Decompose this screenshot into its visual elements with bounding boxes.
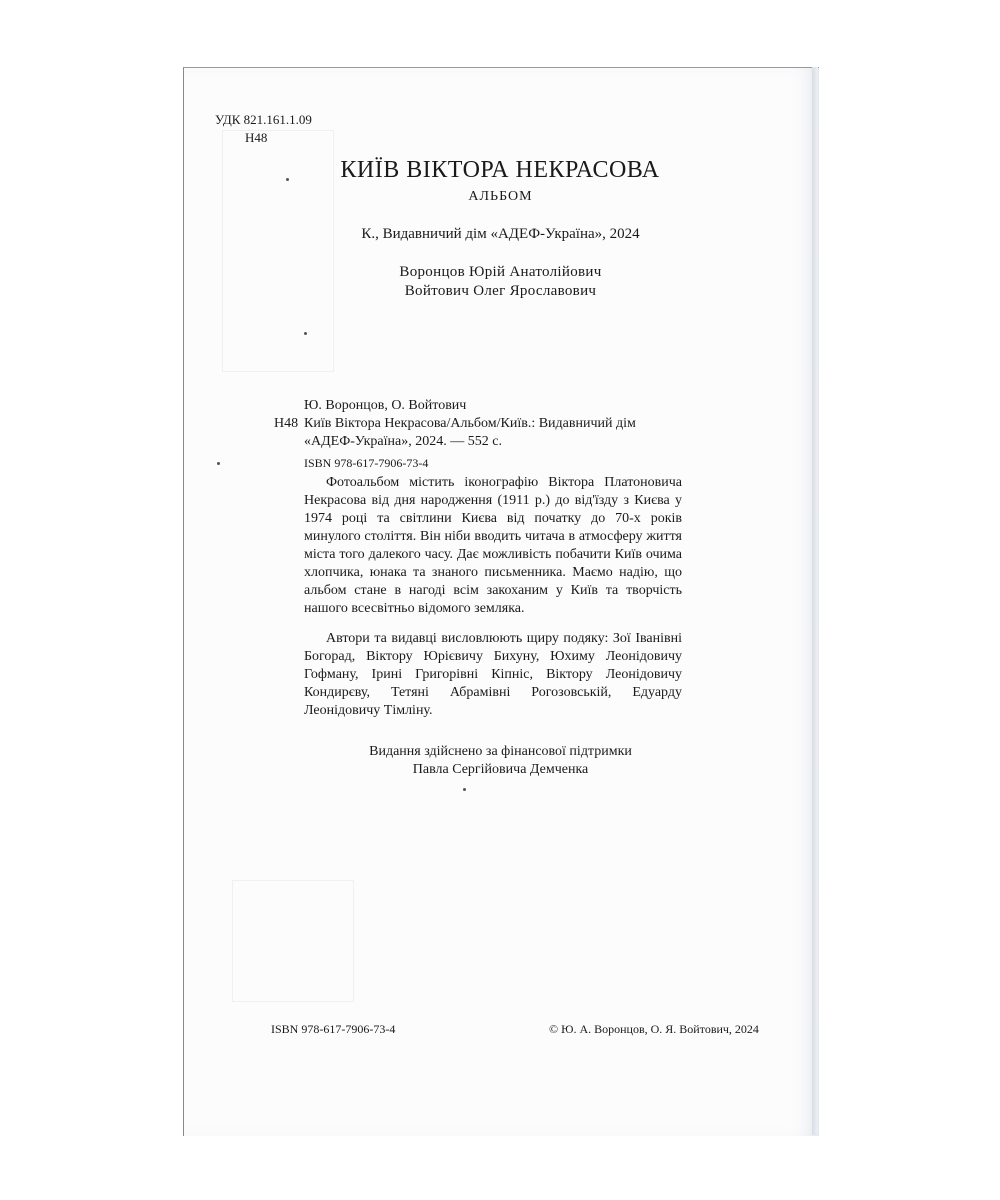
support-line-2: Павла Сергійовича Демченка: [412, 762, 589, 777]
author-1: Воронцов Юрій Анатолійович: [399, 264, 602, 280]
catalog-publisher-line: «АДЕФ-Україна», 2024. — 552 с.: [304, 434, 502, 449]
speck: [463, 788, 466, 791]
acknowledgements-paragraph: Автори та видавці висловлюють щиру подяку: Зої Іванівні Богорад, Віктору Юрієвичу Бихуну, Юхиму Леонідовичу Гофману, Ірині Григорівні Кіпніс, Віктору Леонідовичу Кондирєву, Тетяні Абрамівні Рогозовській, Едуарду Леонідовичу Тімліну.: [304, 631, 682, 718]
support-line-1: Видання здійснено за фінансової підтримки: [369, 744, 632, 759]
footer-isbn: ISBN 978-617-7906-73-4: [271, 1022, 396, 1036]
book-subtitle: АЛЬБОМ: [468, 189, 533, 204]
catalog-code: Н48: [274, 416, 299, 431]
speck: [217, 462, 220, 465]
speck: [304, 332, 307, 335]
footer-copyright: © Ю. А. Воронцов, О. Я. Войтович, 2024: [549, 1022, 759, 1036]
catalog-title-line: Київ Віктора Некрасова/Альбом/Київ.: Видавничий дім: [304, 416, 636, 431]
show-through-logo: [232, 880, 354, 1002]
book-title: КИЇВ ВІКТОРА НЕКРАСОВА: [340, 157, 660, 183]
catalog-authors: Ю. Воронцов, О. Войтович: [304, 398, 467, 413]
udk-code: УДК 821.161.1.09: [215, 112, 312, 127]
author-2: Войтович Олег Ярославович: [404, 283, 597, 299]
publisher-line: К., Видавничий дім «АДЕФ-Україна», 2024: [361, 226, 640, 242]
catalog-isbn: ISBN 978-617-7906-73-4: [304, 456, 429, 470]
catalog-code-header: Н48: [245, 130, 268, 145]
annotation-paragraph: Фотоальбом містить іконографію Віктора Платоновича Некрасова від дня народження (1911 р.) до від'їзду з Києва у 1974 році та світлини Києва від початку до 70-х років минулого століття. Він ніби вводить читача в атмосферу життя міста того далекого часу. Дає можливість побачити Київ очима хлопчика, юнака та знаного письменника. Маємо надію, що альбом стане в нагоді всім закоханим у Київ та творчість нашого всесвітньо відомого земляка.: [304, 475, 682, 616]
speck: [286, 178, 289, 181]
